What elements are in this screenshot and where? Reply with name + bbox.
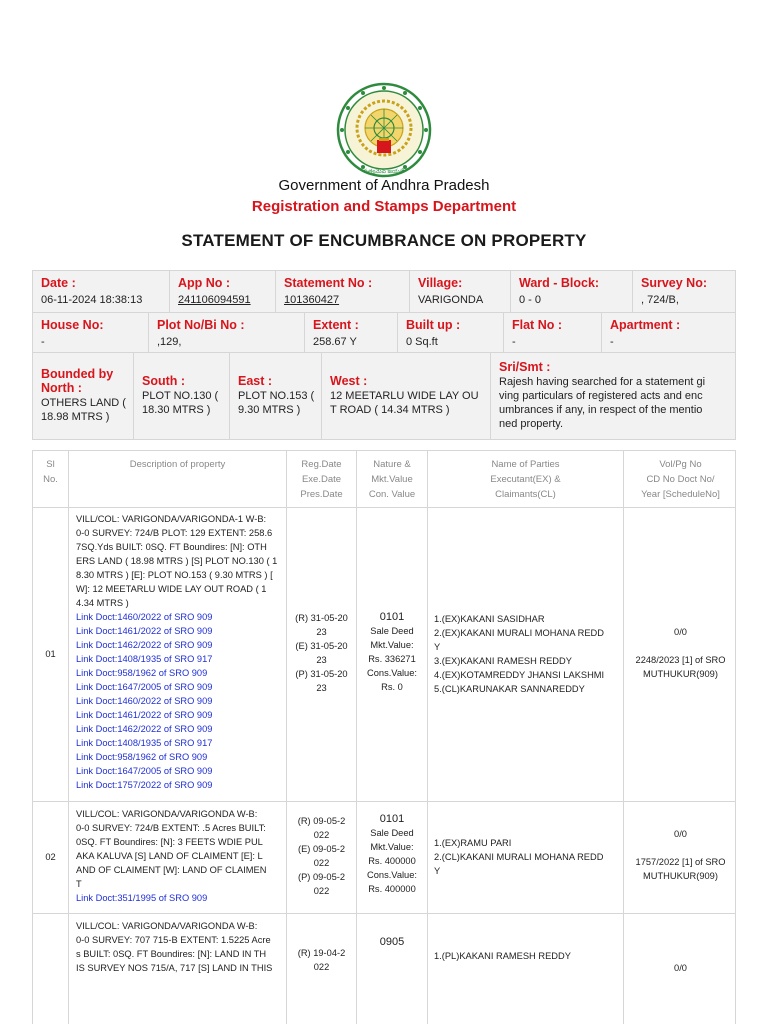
department-name: Registration and Stamps Department xyxy=(251,198,517,215)
header-description: Description of property xyxy=(129,459,226,470)
date-value: 06-11-2024 18:38:13 xyxy=(41,294,143,306)
north-label-line2: North : xyxy=(41,381,82,395)
north-value-line2: 18.98 MTRS ) xyxy=(41,411,110,423)
row1-dates: (R) 31-05-20 23 (E) 31-05-20 23 (P) 31-05-20 23 xyxy=(295,613,348,693)
built-up-cell xyxy=(398,313,504,353)
west-cell xyxy=(322,353,491,439)
ward-block-value: 0 - 0 xyxy=(519,294,542,306)
flat-no-value: - xyxy=(512,336,516,348)
encumbrance-table xyxy=(32,450,736,1024)
link-doct[interactable]: Link Doct:1408/1935 of SRO 917 xyxy=(76,654,213,664)
app-no-cell xyxy=(170,271,276,313)
flat-no-label: Flat No : xyxy=(512,318,562,332)
house-no-cell xyxy=(33,313,149,353)
link-doct[interactable]: Link Doct:1461/2022 of SRO 909 xyxy=(76,626,213,636)
header-dates: Reg.Date Exe.Date Pres.Date xyxy=(300,459,343,500)
south-value-line2: 18.30 MTRS ) xyxy=(142,404,211,416)
north-value-line1: OTHERS LAND ( xyxy=(41,397,126,409)
link-doct[interactable]: Link Doct:351/1995 of SRO 909 xyxy=(76,893,208,903)
emblem-caption: సత్యమేవ జయతే xyxy=(363,169,405,175)
apartment-label: Apartment : xyxy=(610,318,681,332)
statement-no-cell xyxy=(276,271,410,313)
link-doct[interactable]: Link Doct:1647/2005 of SRO 909 xyxy=(76,682,213,692)
link-doct[interactable]: Link Doct:1462/2022 of SRO 909 xyxy=(76,640,213,650)
east-value-line1: PLOT NO.153 ( xyxy=(238,390,315,402)
link-doct[interactable]: Link Doct:1460/2022 of SRO 909 xyxy=(76,612,213,622)
row1-nature: 0101 Sale Deed Mkt.Value: Rs. 336271 Cons.Value: Rs. 0 xyxy=(367,611,417,692)
link-doct[interactable]: Link Doct:1460/2022 of SRO 909 xyxy=(76,696,213,706)
extent-value: 258.67 Y xyxy=(313,336,357,348)
ward-block-label: Ward - Block: xyxy=(519,276,600,290)
srismt-line: ving particulars of registered acts and enc xyxy=(499,390,703,402)
row2-sl: 02 xyxy=(45,852,56,862)
row3-dates: (R) 19-04-2 022 xyxy=(297,948,346,972)
north-label-line1: Bounded by xyxy=(41,367,114,381)
srismt-line: ned property. xyxy=(499,418,564,430)
ap-government-emblem xyxy=(335,82,433,178)
village-value: VARIGONDA xyxy=(418,294,484,306)
west-value-line2: T ROAD ( 14.34 MTRS ) xyxy=(330,404,450,416)
row3-parties: 1.(PL)KAKANI RAMESH REDDY xyxy=(434,951,571,961)
header-parties: Name of Parties Executant(EX) & Claimants(CL) xyxy=(490,459,561,500)
extent-label: Extent : xyxy=(313,318,359,332)
flat-no-cell xyxy=(504,313,602,353)
link-doct[interactable]: Link Doct:958/1962 of SRO 909 xyxy=(76,752,208,762)
date-label: Date : xyxy=(41,276,76,290)
west-value-line1: 12 MEETARLU WIDE LAY OU xyxy=(330,390,479,402)
row3-nature: 0905 xyxy=(379,936,405,948)
east-cell xyxy=(230,353,322,439)
east-value-line2: 9.30 MTRS ) xyxy=(238,404,301,416)
village-label: Village: xyxy=(418,276,463,290)
page-title: STATEMENT OF ENCUMBRANCE ON PROPERTY xyxy=(181,231,587,250)
apartment-cell xyxy=(602,313,735,353)
east-label: East : xyxy=(238,374,273,388)
srismt-cell xyxy=(491,353,735,439)
apartment-value: - xyxy=(610,336,614,348)
built-up-label: Built up : xyxy=(406,318,461,332)
row1-parties: 1.(EX)KAKANI SASIDHAR 2.(EX)KAKANI MURALI MOHANA REDD Y 3.(EX)KAKANI RAMESH REDDY 4.(EX)KOTAMREDDY JHANSI LAKSHMI 5.(CL)KARUNAKAR SANNAREDDY xyxy=(434,614,605,694)
government-name: Government of Andhra Pradesh xyxy=(278,177,490,194)
date-cell xyxy=(33,271,170,313)
link-doct[interactable]: Link Doct:1408/1935 of SRO 917 xyxy=(76,738,213,748)
survey-no-label: Survey No: xyxy=(641,276,707,290)
west-label: West : xyxy=(330,374,368,388)
app-no-value[interactable]: 241106094591 xyxy=(178,294,251,306)
row1-description: VILL/COL: VARIGONDA/VARIGONDA-1 W-B: 0-0 SURVEY: 724/B PLOT: 129 EXTENT: 258.6 7SQ.Yds BUILT: 0SQ. FT Boundires: [N]: OTH ERS LAND ( 18.98 MTRS ) [S] PLOT NO.130 ( 1 8.30 MTRS ) [E]: PLOT NO.153 ( 9.30 MTRS ) [ W]: 12 MEETARLU WIDE LAY OUT ROAD ( 1 4.34 MTRS ) Link Doct:1460/2022 of SRO 909 Link Doct:1461/2022 of SRO 909 Link Doct:1462/2022 of SRO 909 Link Doct:1408/1935 of SRO 917 Link Doct:958/1962 of SRO 909 Link Doct:1647/2005 of SRO 909 Link Doct:1460/2022 of SRO 909 Link Doct:1461/2022 of SRO 909 Link Doct:1462/2022 of SRO 909 Link Doct:1408/1935 of SRO 917 Link Doct:958/1962 of SRO 909 Link Doct:1647/2005 of SRO 909 Link Doct:1757/2022 of SRO 909 xyxy=(76,512,284,792)
row2-parties: 1.(EX)RAMU PARI 2.(CL)KAKANI MURALI MOHANA REDD Y xyxy=(434,838,604,876)
village-cell xyxy=(410,271,511,313)
built-up-value: 0 Sq.ft xyxy=(406,336,438,348)
header-vol: Vol/Pg No CD No Doct No/ Year [ScheduleNo] xyxy=(641,459,720,500)
link-doct[interactable]: Link Doct:1462/2022 of SRO 909 xyxy=(76,724,213,734)
plot-no-label: Plot No/Bi No : xyxy=(157,318,245,332)
srismt-line: Rajesh having searched for a statement gi xyxy=(499,376,706,388)
row2-vol: 0/0 1757/2022 [1] of SRO MUTHUKUR(909) xyxy=(635,829,726,881)
extent-cell xyxy=(305,313,398,353)
header-sl-no: Sl No. xyxy=(43,459,58,485)
property-info-panel xyxy=(32,270,736,440)
link-doct[interactable]: Link Doct:1757/2022 of SRO 909 xyxy=(76,780,213,790)
house-no-value: - xyxy=(41,336,45,348)
north-cell xyxy=(33,353,134,439)
plot-no-cell xyxy=(149,313,305,353)
house-no-label: House No: xyxy=(41,318,104,332)
app-no-label: App No : xyxy=(178,276,231,290)
link-doct[interactable]: Link Doct:958/1962 of SRO 909 xyxy=(76,668,208,678)
header-nature: Nature & Mkt.Value Con. Value xyxy=(368,459,416,500)
row2-description: VILL/COL: VARIGONDA/VARIGONDA W-B: 0-0 SURVEY: 724/B EXTENT: .5 Acres BUILT: 0SQ. FT Boundires: [N]: 3 FEETS WDIE PUL AKA KALUVA [S] LAND OF CLAIMENT [E]: L AND OF CLAIMENT [W]: LAND OF CLAIMEN T Link Doct:351/1995 of SRO 909 xyxy=(76,807,284,905)
row3-vol: 0/0 xyxy=(674,963,687,973)
survey-no-value: , 724/B, xyxy=(641,294,679,306)
plot-no-value: ,129, xyxy=(157,336,182,348)
row1-vol: 0/0 2248/2023 [1] of SRO MUTHUKUR(909) xyxy=(635,627,726,679)
srismt-line: umbrances if any, in respect of the mentio xyxy=(499,404,703,416)
row2-nature: 0101 Sale Deed Mkt.Value: Rs. 400000 Cons.Value: Rs. 400000 xyxy=(367,813,417,894)
ward-block-cell xyxy=(511,271,633,313)
south-value-line1: PLOT NO.130 ( xyxy=(142,390,219,402)
srismt-label: Sri/Smt : xyxy=(499,360,551,374)
statement-no-value[interactable]: 101360427 xyxy=(284,294,340,306)
statement-no-label: Statement No : xyxy=(284,276,373,290)
link-doct[interactable]: Link Doct:1461/2022 of SRO 909 xyxy=(76,710,213,720)
row3-description: VILL/COL: VARIGONDA/VARIGONDA W-B: 0-0 SURVEY: 707 715-B EXTENT: 1.5225 Acre s BUILT: 0SQ. FT Boundires: [N]: LAND IN TH IS SURVEY NOS 715/A, 717 [S] LAND IN THIS xyxy=(76,921,273,973)
survey-no-cell xyxy=(633,271,735,313)
row2-dates: (R) 09-05-2 022 (E) 09-05-2 022 (P) 09-05-2 022 xyxy=(297,816,346,896)
link-doct[interactable]: Link Doct:1647/2005 of SRO 909 xyxy=(76,766,213,776)
south-cell xyxy=(134,353,230,439)
row1-sl: 01 xyxy=(45,649,56,659)
south-label: South : xyxy=(142,374,186,388)
